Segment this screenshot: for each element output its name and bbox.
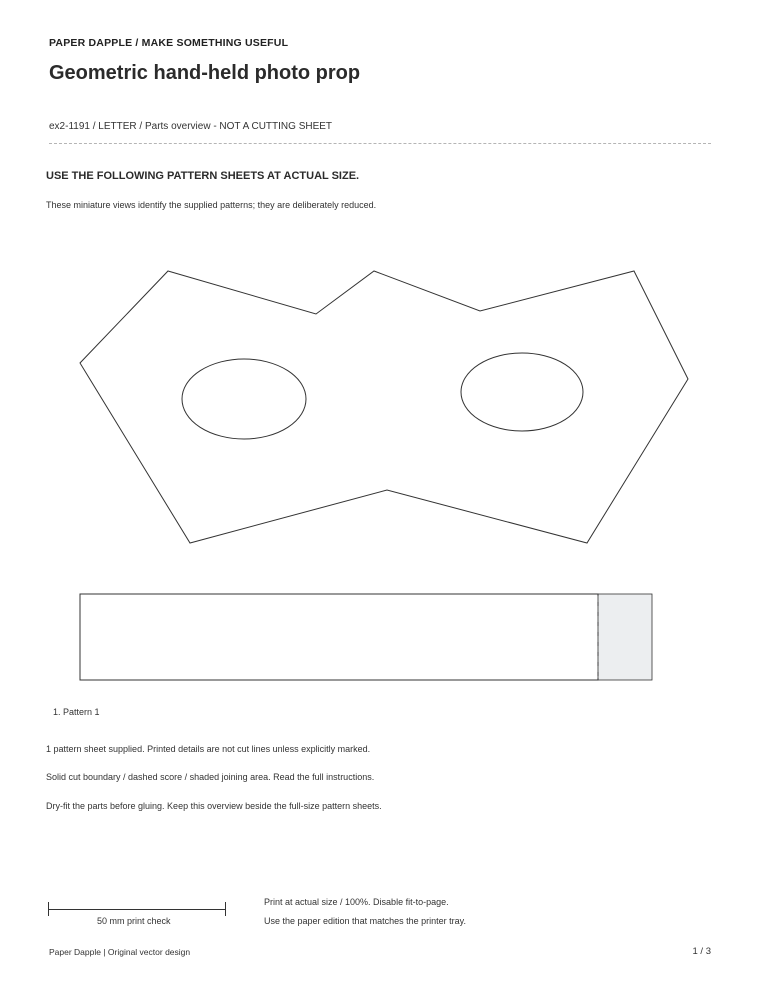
brand-line: PAPER DAPPLE / MAKE SOMETHING USEFUL (49, 37, 289, 49)
document-meta: ex2-1191 / LETTER / Parts overview - NOT A CUTTING SHEET (49, 121, 333, 132)
handle-glue-tab (598, 594, 652, 680)
print-instruction-paper: Use the paper edition that matches the printer tray. (264, 916, 466, 926)
print-instruction-actual-size: Print at actual size / 100%. Disable fit-to-page. (264, 897, 449, 907)
scale-bar-label: 50 mm print check (97, 916, 171, 926)
handle-strip-outline (80, 594, 598, 680)
page-title: Geometric hand-held photo prop (49, 62, 361, 84)
mask-cut-outline (80, 271, 688, 543)
note-dry-fit: Dry-fit the parts before gluing. Keep this overview beside the full-size pattern sheets. (46, 801, 382, 811)
section-heading: USE THE FOLLOWING PATTERN SHEETS AT ACTUAL SIZE. (46, 170, 360, 182)
right-eye-hole (461, 353, 583, 431)
intro-text: These miniature views identify the supplied patterns; they are deliberately reduced. (46, 200, 377, 210)
note-sheets: 1 pattern sheet supplied. Printed details are not cut lines unless explicitly marked. (46, 744, 371, 754)
note-legend: Solid cut boundary / dashed score / shaded joining area. Read the full instructions. (46, 772, 375, 782)
footer-credit: Paper Dapple | Original vector design (49, 947, 191, 957)
pattern-caption: 1. Pattern 1 (53, 707, 100, 717)
left-eye-hole (182, 359, 306, 439)
page-number: 1 / 3 (692, 946, 711, 957)
scale-bar (48, 901, 226, 917)
